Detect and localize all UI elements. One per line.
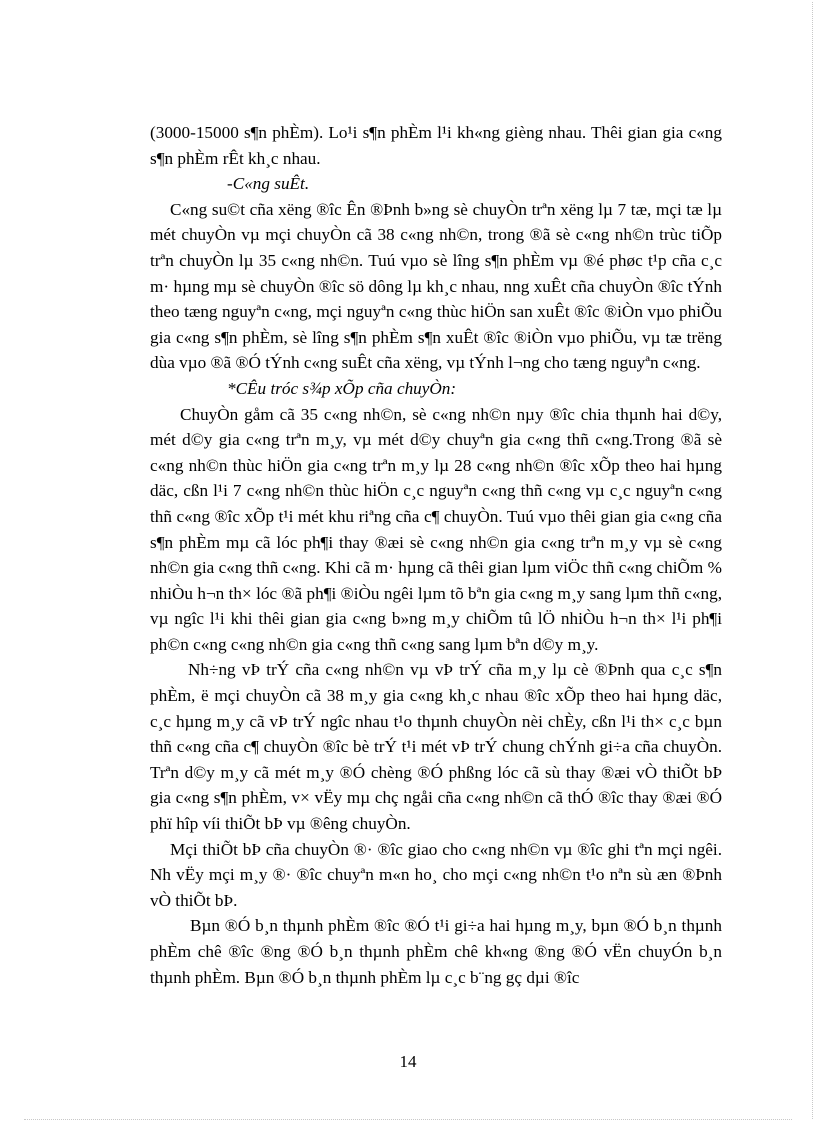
paragraph-capacity: C«ng su©t cña xëng ®îc Ên ®Þnh b»ng sè chuyÒn trªn xëng lµ 7 tæ, mçi tæ lµ mét chuyÒn vµ mçi chuyÒn cã 38 c«ng nh©n, trong ®ã sè c«ng nh©n trùc tiÕp trªn chuyÒn lµ 35 c«ng nh©n. Tuú vµo sè lîng s¶n phÈm vµ ®é phøc t¹p cña c¸c m· hµng mµ sè chuyÒn ®îc sö dông lµ kh¸c nhau, nng xuÊt cña chuyÒn ®îc tÝnh theo tæng nguyªn c«ng, mçi nguyªn c«ng thùc hiÖn san xuÊt ®îc ®iÒn vµo phiÕu gia c«ng s¶n phÈm, sè lîng s¶n phÈm s¶n xuÊt ®îc ®iÒn vµo phiÕu, vµ tæ trëng dùa vµo ®ã ®Ó tÝnh c«ng suÊt cña xëng, vµ tÝnh l¬ng cho tæng nguyªn c«ng.	[150, 199, 722, 373]
paragraph-equipment: Mçi thiÕt bÞ cña chuyÒn ®· ®îc giao cho c«ng nh©n vµ ®îc ghi tªn mçi ngêi. Nh vËy mçi m¸y ®· ®îc chuyªn m«n ho¸ cho mçi c«ng nh©n t¹o nªn sù æn ®Þnh vÒ thiÕt bÞ.	[150, 839, 722, 910]
page-number: 14	[399, 1052, 417, 1071]
paragraph-tables: Bµn ®Ó b¸n thµnh phÈm ®îc ®Ó t¹i gi÷a hai hµng m¸y, bµn ®Ó b¸n thµnh phÈm chê ®îc ®ng ®Ó b¸n thµnh phÈm chê kh«ng ®ng ®Ó vËn chuyÓn b¸n thµnh phÈm. Bµn ®Ó b¸n thµnh phÈm lµ c¸c b¨ng gç dµi ®îc	[150, 916, 722, 987]
page-border-right	[812, 2, 813, 1119]
paragraph-product-range: (3000-15000 s¶n phÈm). Lo¹i s¶n phÈm l¹i kh«ng gièng nhau. Thêi gian gia c«ng s¶n phÈm rÊt kh¸c nhau.	[150, 123, 722, 168]
paragraph-positions: Nh÷ng vÞ trÝ cña c«ng nh©n vµ vÞ trÝ cña m¸y lµ cè ®Þnh qua c¸c s¶n phÈm, ë mçi chuyÒn cã 38 m¸y gia c«ng kh¸c nhau ®îc xÕp theo hai hµng däc, c¸c hµng m¸y cã vÞ trÝ ngîc nhau t¹o thµnh chuyÒn nèi chÈy, cßn l¹i th× c¸c bµn thñ c«ng cña c¶ chuyÒn ®îc bè trÝ t¹i mét vÞ trÝ chung chÝnh gi÷a cña chuyÒn. Trªn d©y m¸y cã mét m¸y ®Ó chèng ®Ó phßng lóc cã sù thay ®æi vÒ thiÕt bÞ gia c«ng s¶n phÈm, v× vËy mµ chç ngåi cña c«ng nh©n cã thÓ ®îc thay ®æi ®Ó phï hîp víi thiÕt bÞ vµ ®êng chuyÒn.	[150, 660, 722, 834]
subheading-capacity: -C«ng suÊt.	[227, 174, 310, 194]
page-border-bottom	[24, 1119, 792, 1120]
subheading-line-structure: *CÊu tróc s¾p xÕp cña chuyÒn:	[227, 378, 457, 398]
body-text	[150, 120, 722, 990]
paragraph-line-structure: ChuyÒn gåm cã 35 c«ng nh©n, sè c«ng nh©n nµy ®îc chia thµnh hai d©y, mét d©y gia c«ng trªn m¸y, vµ mét d©y chuyªn gia c«ng thñ c«ng.Trong ®ã sè c«ng nh©n thùc hiÖn gia c«ng trªn m¸y lµ 28 c«ng nh©n ®îc xÕp theo hai hµng däc, cßn l¹i 7 c«ng nh©n thùc hiÖn c¸c nguyªn c«ng thñ c«ng vµ c¸c nguyªn c«ng thñ c«ng ®îc xÕp t¹i mét khu riªng cña c¶ chuyÒn. Tuú vµo thêi gian gia c«ng cña s¶n phÈm mµ cã lóc ph¶i thay ®æi sè c«ng nh©n gia c«ng trªn m¸y vµ sè c«ng nh©n gia c«ng thñ c«ng. Khi cã m· hµng cã thêi gian lµm viÖc thñ c«ng chiÕm % nhiÒu h¬n th× lóc ®ã ph¶i ®iÒu ngêi lµm tõ bªn gia c«ng m¸y sang lµm thñ c«ng, vµ ngîc l¹i khi thêi gian gia c«ng b»ng m¸y chiÕm tû lÖ nhiÒu h¬n th× l¹i ph¶i ph©n c«ng c«ng nh©n gia c«ng thñ c«ng sang lµm bªn d©y m¸y.	[150, 404, 722, 654]
